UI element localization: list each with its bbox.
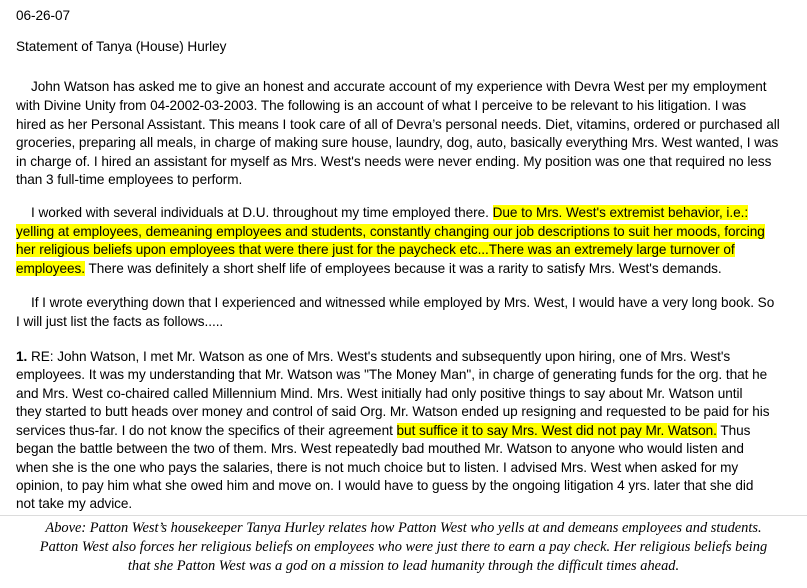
paragraph-line: hired as her Personal Assistant. This means I took care of all of Devra’s personal needs. Diet, vitamins, ordered or purchased all	[16, 117, 780, 132]
paragraph-line: employees. It was my understanding that Mr. Watson was "The Money Man", in charge of generating funds for the org. that he	[16, 367, 768, 382]
paragraph-line: they started to butt heads over money and control of said Org. Mr. Watson ended up resigning and requested to be paid for his	[16, 404, 770, 419]
fact-number: 1.	[16, 349, 28, 364]
plain-text: services thus-far. I do not know the specifics of their agreement	[16, 423, 397, 438]
highlighted-text: yelling at employees, demeaning employees and students, constantly changing our job descriptions to suit her moods, forcing	[16, 224, 765, 239]
paragraph-line: If I wrote everything down that I experienced and witnessed while employed by Mrs. West, I would have a very long book. So	[31, 295, 775, 310]
paragraph-line	[16, 241, 735, 258]
paragraph-line	[16, 260, 722, 277]
paragraph-line	[16, 223, 765, 240]
highlighted-text: Due to Mrs. West's extremist behavior, i.e.:	[492, 205, 749, 220]
highlighted-text: her religious beliefs upon employees that were there just for the paycheck etc...There was an extremely large turnover of	[16, 242, 735, 257]
paragraph-line: in charge of. I hired an assistant for myself as Mrs. West's needs were never ending. My position was one that required no less	[16, 154, 772, 169]
paragraph-line	[31, 204, 748, 221]
paragraph-line: opinion, to pay him what she owed him and move on. I would have to guess by the ongoing litigation 4 yrs. later that she did	[16, 478, 754, 493]
plain-text: Thus	[716, 423, 751, 438]
paragraph-line: than 3 full-time employees to perform.	[16, 172, 243, 187]
paragraph-line	[16, 422, 750, 439]
paragraph-line: not take my advice.	[16, 496, 133, 511]
paragraph-line: and Mrs. West co-chaired called Millennium Mind. Mrs. West initially had only positive things to say about Mr. Watson until	[16, 386, 743, 401]
statement-title: Statement of Tanya (House) Hurley	[16, 39, 227, 54]
highlighted-text: employees.	[16, 261, 86, 276]
highlighted-text: but suffice it to say Mrs. West did not pay Mr. Watson.	[396, 423, 717, 438]
caption-line: Above: Patton West’s housekeeper Tanya Hurley relates how Patton West who yells at and demeans employees and students.	[45, 520, 762, 536]
caption-line: Patton West also forces her religious beliefs on employees who were just there to earn a pay check. Her religious beliefs being	[39, 539, 768, 555]
paragraph-line: with Divine Unity from 04-2002-03-2003. The following is an account of what I perceive to be relevant to his litigation. I was	[16, 98, 747, 113]
plain-text: I worked with several individuals at D.U. throughout my time employed there.	[31, 205, 493, 220]
paragraph-line: John Watson has asked me to give an honest and accurate account of my experience with Devra West per my employment	[31, 79, 767, 94]
caption-divider	[0, 515, 807, 516]
paragraph-line: when she is the one who pays the salaries, there is not much choice but to listen. I advised Mrs. West when asked for my	[16, 460, 739, 475]
paragraph-line: groceries, preparing all meals, in charge of making sure house, laundry, dog, auto, basically everything Mrs. West wanted, I was	[16, 135, 779, 150]
plain-text: RE: John Watson, I met Mr. Watson as one of Mrs. West's students and subsequently upon hiring, one of Mrs. West's	[27, 349, 731, 364]
paragraph-line	[16, 348, 730, 365]
paragraph-line: began the battle between the two of them. Mrs. West repeatedly bad mouthed Mr. Watson to anyone who would listen and	[16, 441, 744, 456]
caption-line: that she Patton West was a god on a mission to lead humanity through the difficult times ahead.	[127, 558, 680, 574]
statement-date: 06-26-07	[16, 8, 71, 23]
paragraph-line: I will just list the facts as follows.....	[16, 314, 224, 329]
plain-text: There was definitely a short shelf life of employees because it was a rarity to satisfy Mrs. West's demands.	[85, 261, 722, 276]
